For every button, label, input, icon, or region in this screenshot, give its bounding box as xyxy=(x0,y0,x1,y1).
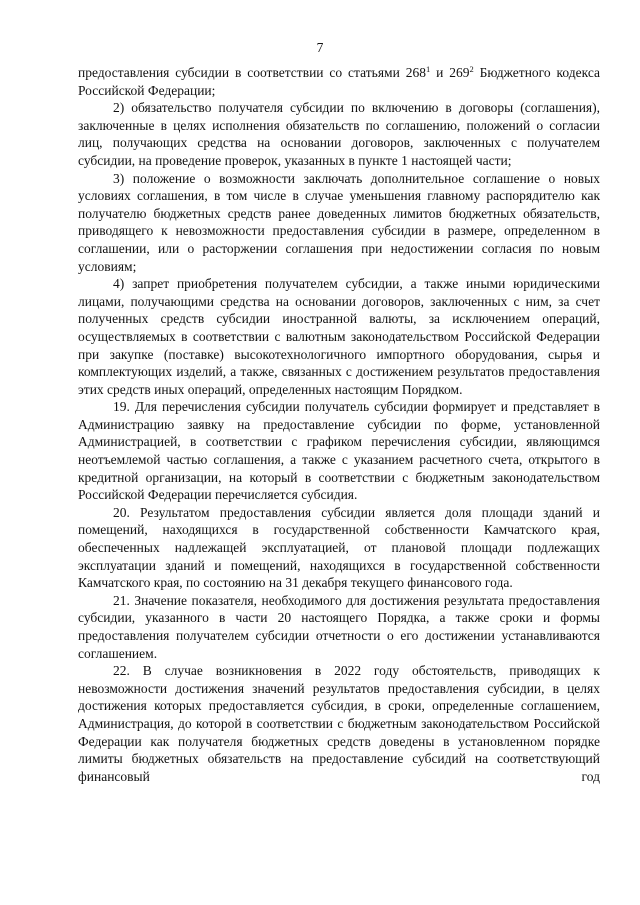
paragraph-section-19: 19. Для перечисления субсидии получатель субсидии формирует и представляет в Администрацию заявку на предоставление субсидии по форме, установленной Администрацией, в соответствии с графиком перечисления субсидии, являющимся неотъемлемой частью соглашения, а также с указанием расчетного счета, открытого в кредитной организации, на который в соответствии с бюджетным законодательством Российской Федерации перечисляется субсидия. xyxy=(78,399,600,503)
paragraph-section-21: 21. Значение показателя, необходимого для достижения результата предоставления субсидии, указанного в части 20 настоящего Порядка, а также сроки и формы предоставления получателем субсидии отчетности о его достижении устанавливаются соглашением. xyxy=(78,592,600,661)
paragraph-item-2: 2) обязательство получателя субсидии по включению в договоры (соглашения), заключенные в целях исполнения обязательств по соглашению, положений о согласии лиц, получающих средства на основании договоров, заключенных с получателем субсидии, на проведение проверок, указанных в пункте 1 настоящей части; xyxy=(78,100,600,168)
page-number: 7 xyxy=(316,40,324,55)
paragraph-continuation-text-end: Бюджетного кодекса Российской Федерации; xyxy=(78,65,600,98)
paragraph-continuation-text-middle: и 269 xyxy=(430,65,470,80)
superscript-article-268: 1 xyxy=(425,64,431,74)
document-body xyxy=(78,64,600,785)
paragraph-section-22: 22. В случае возникновения в 2022 году обстоятельств, приводящих к невозможности достижения значений результатов предоставления субсидии, в целях достижения которых предоставляется субсидия, в сроки, определенные соглашением, Администрация, до которой в соответствии с бюджетным законодательством Российской Федерации как получателя бюджетных средств доведены в установленном порядке лимиты бюджетных обязательств на предоставление субсидий на соответствующий финансовый год xyxy=(78,663,600,784)
paragraph-section-20: 20. Результатом предоставления субсидии является доля площади зданий и помещений, находящихся в государственной собственности Камчатского края, обеспеченных надлежащей эксплуатацией, от плановой площади подлежащих эксплуатации зданий и помещений, находящихся в государственной собственности Камчатского края, по состоянию на 31 декабря текущего финансового года. xyxy=(78,504,600,591)
paragraph-item-4: 4) запрет приобретения получателем субсидии, а также иными юридическими лицами, получающими средства на основании договоров, заключенных с ним, за счет полученных средств субсидии иностранной валюты, за исключением операций, осуществляемых в соответствии с валютным законодательством Российской Федерации при закупке (поставке) высокотехнологичного импортного оборудования, сырья и комплектующих изделий, а также, связанных с достижением результатов предоставления этих средств иных операций, определенных настоящим Порядком. xyxy=(78,276,600,397)
paragraph-item-3: 3) положение о возможности заключать дополнительное соглашение о новых условиях соглашения, в том числе в случае уменьшения главному распорядителю как получателю бюджетных средств ранее доведенных лимитов бюджетных обязательств, приводящего к невозможности предоставления субсидии в размере, определенном в соглашении, или о расторжении соглашения при недостижении согласия по новым условиям; xyxy=(78,170,600,274)
paragraph-continuation xyxy=(78,64,600,99)
paragraph-continuation-text: предоставления субсидии в соответствии со статьями 268 xyxy=(78,65,426,80)
superscript-article-269: 2 xyxy=(469,64,474,74)
